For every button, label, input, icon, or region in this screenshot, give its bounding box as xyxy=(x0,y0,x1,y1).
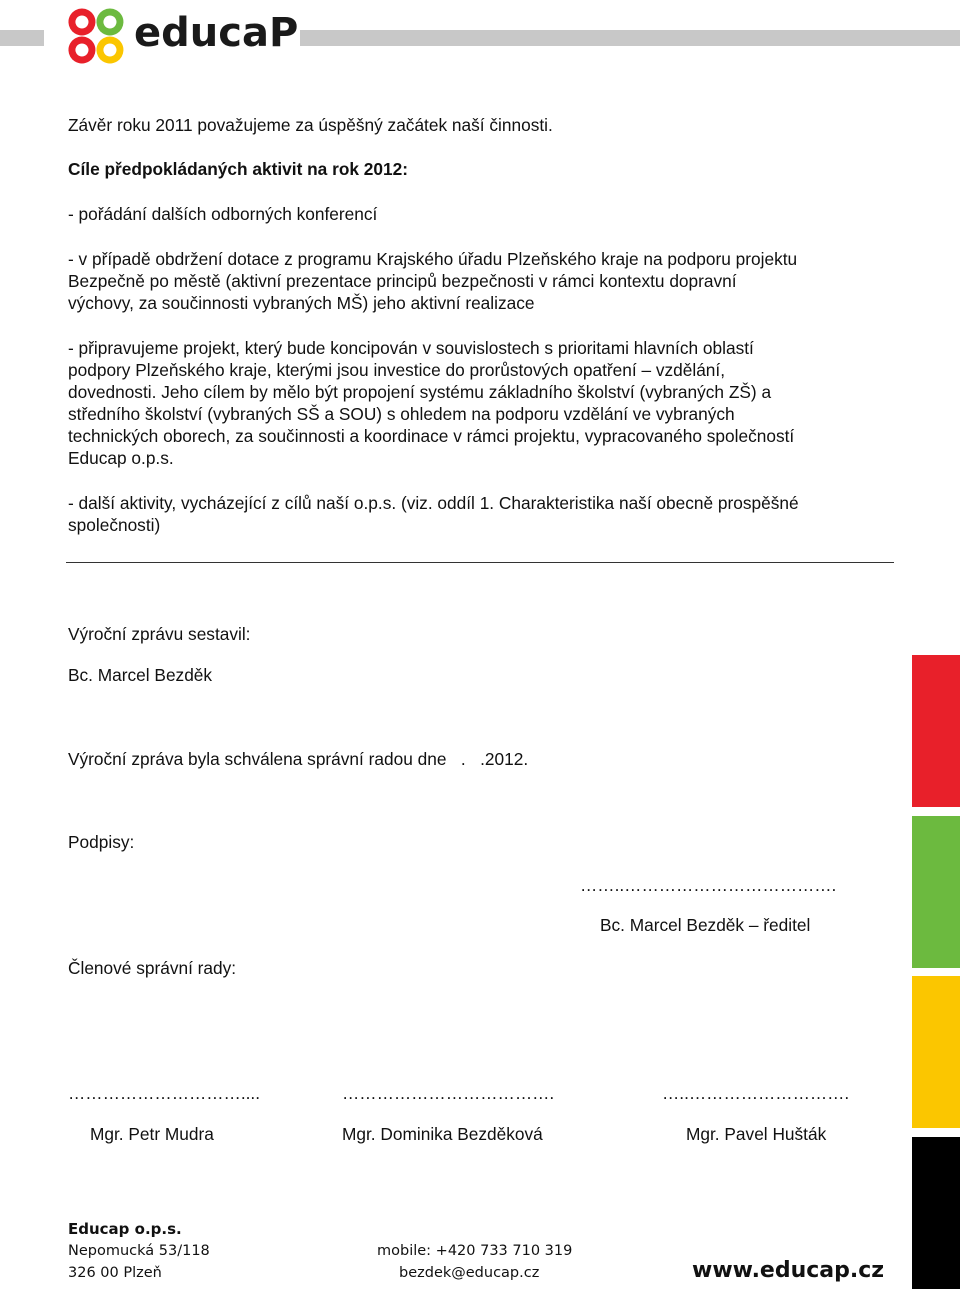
member-signature-line: ………………………….... xyxy=(68,1083,261,1103)
logo-mark-icon xyxy=(60,4,132,72)
footer-city: 326 00 Plzeň xyxy=(68,1265,162,1281)
footer-org: Educap o.p.s. xyxy=(68,1220,182,1238)
divider xyxy=(66,562,894,563)
logo-wordmark: educaP xyxy=(134,10,299,56)
member-signature-line: …..………………………. xyxy=(662,1083,850,1103)
board-label: Členové správní rady: xyxy=(68,958,237,978)
member-signature-line: ………………………………. xyxy=(342,1083,555,1103)
goal-item-1: - pořádání dalších odborných konferencí xyxy=(68,204,378,224)
member-name: Mgr. Pavel Hušták xyxy=(686,1124,827,1144)
header-bar-right xyxy=(300,30,960,46)
footer-mobile: mobile: +420 733 710 319 xyxy=(377,1243,573,1259)
side-stripe-green xyxy=(912,816,960,968)
footer-email[interactable]: bezdek@educap.cz xyxy=(399,1265,540,1281)
goals-heading: Cíle předpokládaných aktivit na rok 2012: xyxy=(68,159,408,179)
compiled-by-label: Výroční zprávu sestavil: xyxy=(68,624,251,644)
director-signature-line: ……..………………………………. xyxy=(580,875,837,895)
signatures-label: Podpisy: xyxy=(68,832,135,852)
member-name: Mgr. Dominika Bezděková xyxy=(342,1124,543,1144)
footer-website-link[interactable]: www.educap.cz xyxy=(692,1258,885,1283)
compiled-by-name: Bc. Marcel Bezděk xyxy=(68,665,213,685)
footer-street: Nepomucká 53/118 xyxy=(68,1243,210,1259)
educap-logo xyxy=(60,2,299,72)
header-bar-left xyxy=(0,30,44,46)
closing-statement: Závěr roku 2011 považujeme za úspěšný začátek naší činnosti. xyxy=(68,115,553,135)
side-stripe-black xyxy=(912,1137,960,1289)
approval-statement: Výroční zpráva byla schválena správní radou dne . .2012. xyxy=(68,749,529,769)
member-name: Mgr. Petr Mudra xyxy=(90,1124,214,1144)
side-stripe-yellow xyxy=(912,976,960,1128)
side-stripe-red xyxy=(912,655,960,807)
director-name: Bc. Marcel Bezděk – ředitel xyxy=(600,915,811,935)
